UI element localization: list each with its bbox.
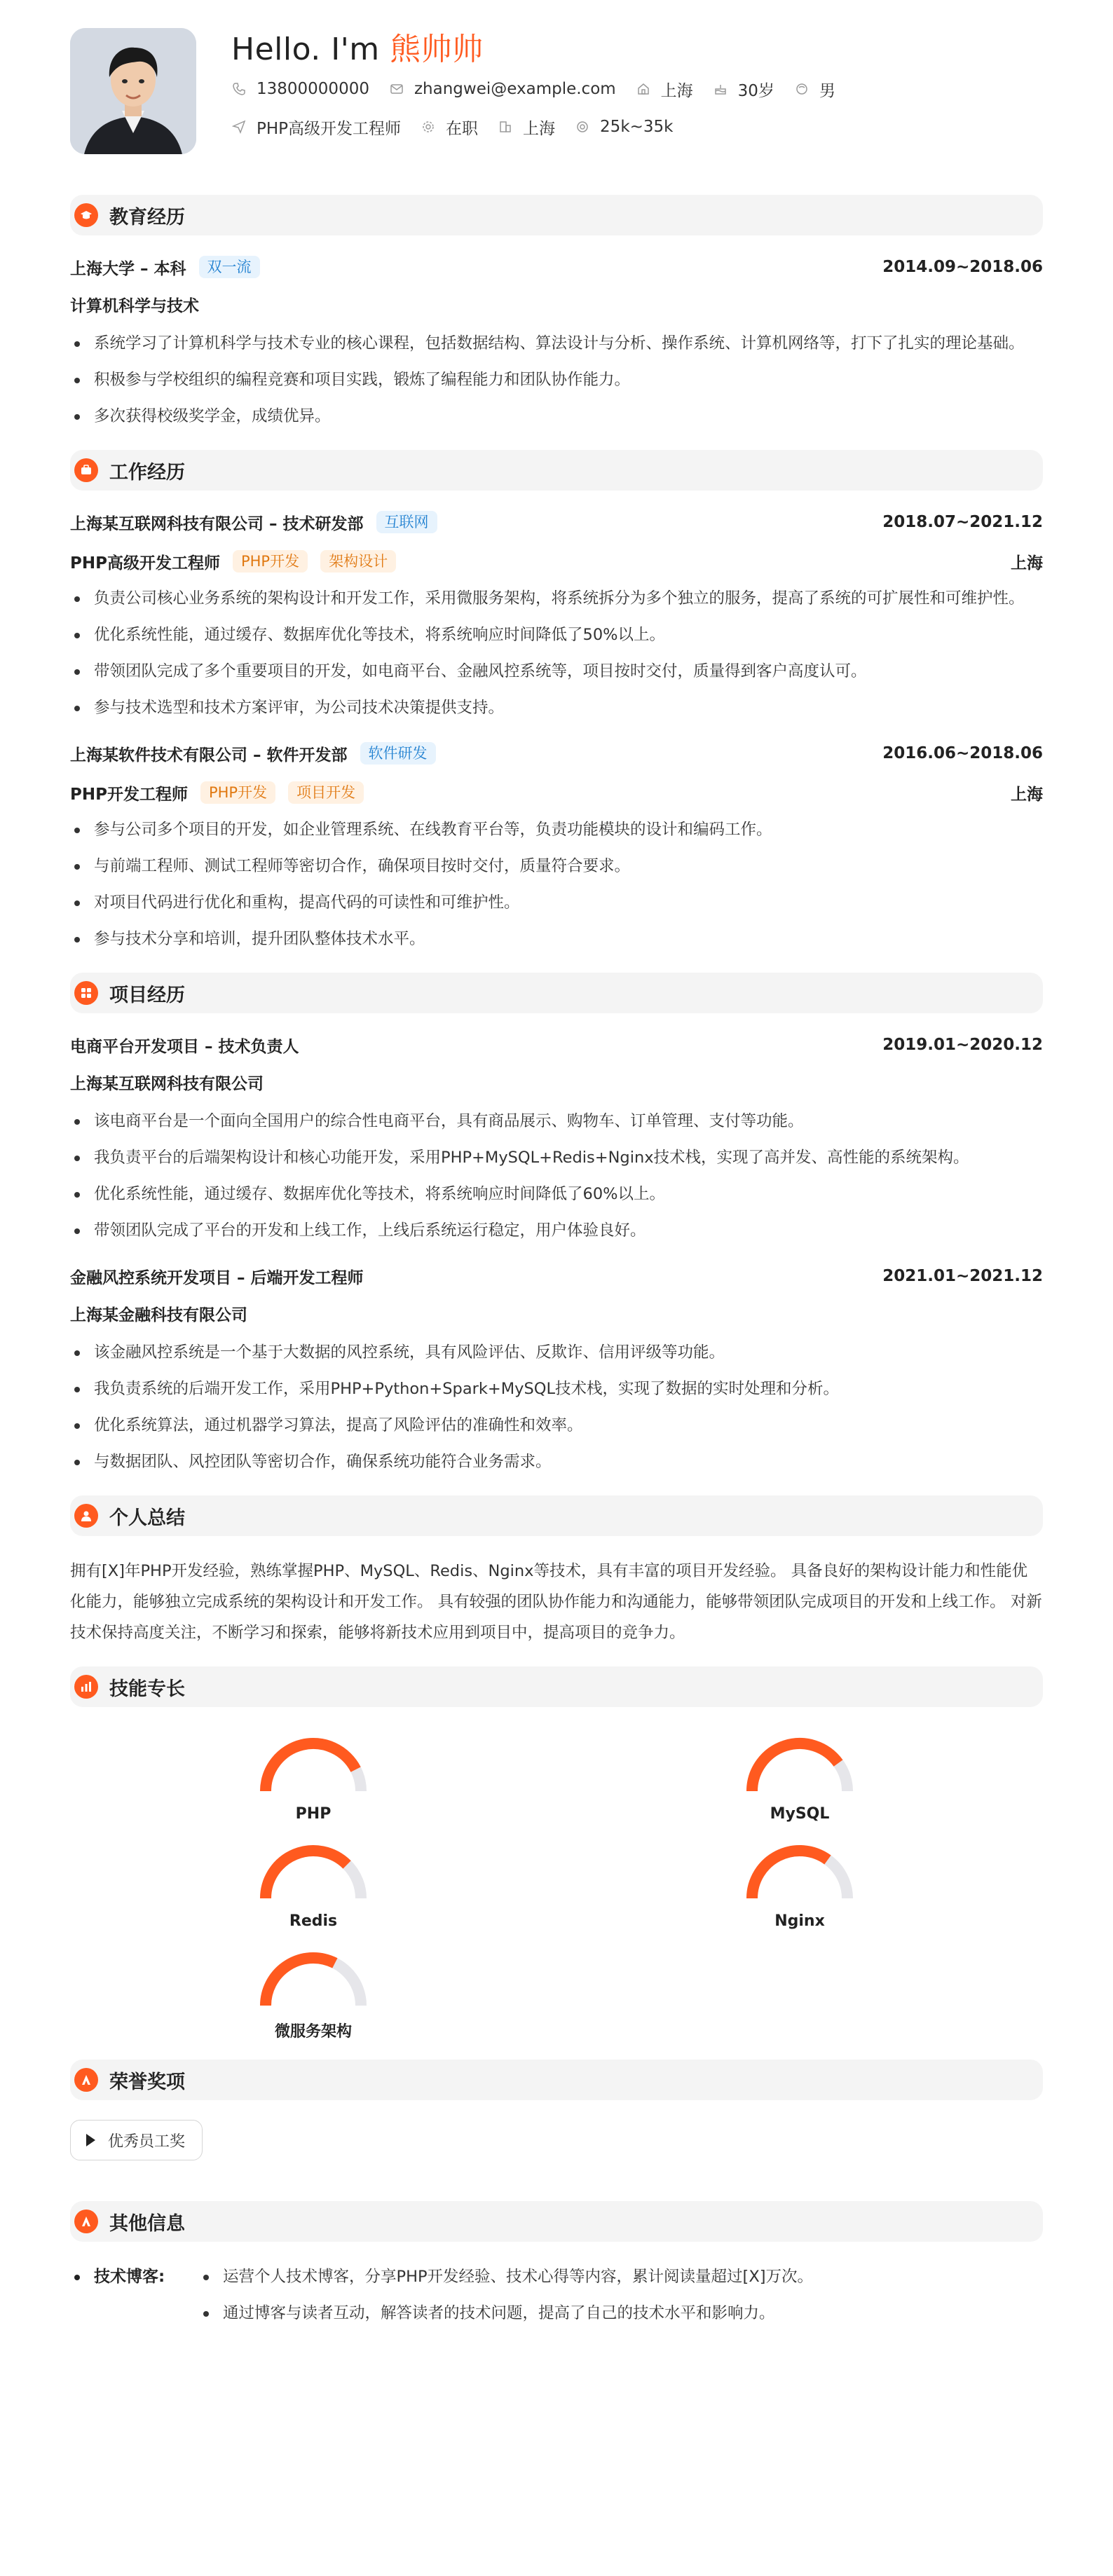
work-bullets [70,814,1043,954]
list-item: 通过博客与读者互动，解答读者的技术问题，提高了自己的技术水平和影响力。 [199,2298,1043,2329]
list-item: 我负责平台的后端架构设计和核心功能开发，采用PHP+MySQL+Redis+Nginx技术栈，实现了高并发、高性能的系统架构。 [70,1142,1043,1173]
skill-gauge [70,1838,556,1930]
avatar [70,28,196,154]
briefcase-icon [74,458,98,482]
skill-tag: PHP开发 [200,781,275,804]
section-title: 个人总结 [109,1507,185,1529]
job-item [231,116,401,139]
education-entry [70,255,1043,432]
user-icon [74,1504,98,1528]
skill-arc-fill [266,1851,347,1898]
education-section [70,195,1043,432]
project-company: 上海某金融科技有限公司 [70,1306,247,1324]
email-item [389,80,616,98]
send-icon [231,119,247,135]
industry-tag: 软件研发 [360,742,436,765]
list-item: 带领团队完成了平台的开发和上线工作，上线后系统运行稳定，用户体验良好。 [70,1215,1043,1246]
work-entry [70,510,1043,723]
list-item: 参与技术分享和培训，提升团队整体技术水平。 [70,924,1043,954]
work-entry [70,741,1043,954]
section-header [70,973,1043,1013]
entry-header [70,510,1043,534]
project-bullets [70,1106,1043,1246]
other-info [70,2261,1043,2334]
work-location: 上海 [1011,785,1043,804]
skill-tag: 架构设计 [320,550,396,573]
entry-date: 2016.06~2018.06 [882,744,1043,762]
profile-header [70,28,1043,154]
skills-section [70,1666,1043,2041]
skill-arc-fill [752,1851,828,1898]
skill-arc-fill [752,1743,838,1791]
school-tag: 双一流 [199,256,260,278]
company-name: 上海某软件技术有限公司 – 软件开发部 [70,746,348,765]
skill-arc-chart [254,1945,373,2010]
list-item: 积极参与学校组织的编程竞赛和项目实践，锻炼了编程能力和团队协作能力。 [70,364,1043,395]
position-title: PHP开发工程师 [70,785,188,804]
home-icon [636,81,651,97]
honors-section [70,2060,1043,2183]
gender-value: 男 [819,81,835,100]
section-title: 项目经历 [109,984,185,1006]
target-city-value: 上海 [523,119,556,138]
projects-section [70,973,1043,1477]
entry-header [70,255,1043,279]
position-row [70,781,1043,804]
graduation-icon [74,203,98,227]
section-header [70,195,1043,235]
gear-icon [421,119,436,135]
list-item: 参与技术选型和技术方案评审，为公司技术决策提供支持。 [70,692,1043,723]
list-item: 优化系统算法，通过机器学习算法，提高了风险评估的准确性和效率。 [70,1410,1043,1441]
coin-icon [575,119,590,135]
entry-date: 2018.07~2021.12 [882,513,1043,531]
entry-date: 2021.01~2021.12 [882,1267,1043,1285]
status-item [421,116,478,139]
list-item: 与数据团队、风控团队等密切合作，确保系统功能符合业务需求。 [70,1446,1043,1477]
skill-tag: PHP开发 [233,550,308,573]
status-value: 在职 [446,119,479,138]
entry-header [70,741,1043,765]
city-value: 上海 [660,81,693,100]
list-item: 系统学习了计算机科学与技术专业的核心课程，包括数据结构、算法设计与分析、操作系统、计算机网络等，打下了扎实的理论基础。 [70,328,1043,359]
project-name: 电商平台开发项目 – 技术负责人 [70,1037,299,1056]
skill-tag: 项目开发 [288,781,364,804]
summary-text: 拥有[X]年PHP开发经验，熟练掌握PHP、MySQL、Redis、Nginx等技术，具有丰富的项目开发经验。 具备良好的架构设计能力和性能优化能力，能够独立完成系统的架构设计和开发工作。 具有较强的团队协作能力和沟通能力，能够带领团队完成项目的开发和上线工作。 对新技术保持高度关注，不断学习和探索，能够将新技术应用到项目中，提高项目的竞争力。 [70,1562,1042,1642]
other-bullets [199,2261,1043,2334]
age-value: 30岁 [737,81,774,100]
skill-gauge [556,1838,1043,1930]
work-bullets [70,583,1043,723]
list-item: 该电商平台是一个面向全国用户的综合性电商平台，具有商品展示、购物车、订单管理、支付等功能。 [70,1106,1043,1137]
list-item: 负责公司核心业务系统的架构设计和开发工作，采用微服务架构，将系统拆分为多个独立的服务，提高了系统的可扩展性和可维护性。 [70,583,1043,614]
list-item: 我负责系统的后端开发工作，采用PHP+Python+Spark+MySQL技术栈，实现了数据的实时处理和分析。 [70,1373,1043,1404]
job-row [231,108,855,146]
skill-gauge [70,1731,556,1823]
chart-icon [74,1675,98,1699]
email-value: zhangwei@example.com [414,80,616,98]
list-item: 该金融风控系统是一个基于大数据的风控系统，具有风险评估、反欺诈、信用评级等功能。 [70,1337,1043,1368]
target-city-item [498,116,555,139]
skill-arc-chart [740,1838,859,1903]
project-name: 金融风控系统开发项目 – 后端开发工程师 [70,1268,364,1287]
work-location: 上海 [1011,554,1043,573]
section-header [70,450,1043,491]
skill-arc-fill [266,1743,356,1791]
entry-date: 2019.01~2020.12 [882,1036,1043,1054]
greeting [231,29,855,70]
list-item: 优化系统性能，通过缓存、数据库优化等技术，将系统响应时间降低了50%以上。 [70,619,1043,650]
school-name: 上海大学 – 本科 [70,259,186,278]
skill-label: MySQL [770,1805,830,1823]
building-icon [498,119,513,135]
skill-label: 微服务架构 [274,2023,352,2041]
candidate-name: 熊帅帅 [390,32,484,67]
company-name: 上海某互联网科技有限公司 – 技术研发部 [70,514,364,533]
phone-item [231,80,369,98]
skill-arc-chart [254,1731,373,1795]
section-title: 工作经历 [109,461,185,484]
project-company: 上海某互联网科技有限公司 [70,1075,264,1093]
section-title: 其他信息 [109,2212,185,2235]
phone-icon [231,81,247,97]
section-title: 荣誉奖项 [109,2071,185,2093]
profile-info [231,28,855,154]
award-icon [74,2210,98,2233]
salary-item [575,118,673,136]
section-header [70,2060,1043,2100]
industry-tag: 互联网 [376,511,437,533]
skill-gauge [70,1945,556,2041]
skill-arc-chart [254,1838,373,1903]
list-item: 多次获得校级奖学金，成绩优异。 [70,401,1043,432]
education-bullets [70,328,1043,432]
project-entry [70,1264,1043,1477]
phone-value: 13800000000 [257,80,369,98]
entry-header [70,1264,1043,1288]
project-icon [74,981,98,1005]
caret-right-icon [86,2134,95,2146]
contact-row [231,70,855,108]
list-item: 与前端工程师、测试工程师等密切合作，确保项目按时交付，质量符合要求。 [70,851,1043,882]
job-value: PHP高级开发工程师 [257,119,402,138]
greeting-prefix: Hello. I'm [231,32,390,67]
position-title: PHP高级开发工程师 [70,554,220,573]
city-item [636,78,693,101]
list-item: 对项目代码进行优化和重构，提高代码的可读性和可维护性。 [70,887,1043,918]
section-header [70,2201,1043,2242]
skill-arc-chart [740,1731,859,1795]
skill-label: PHP [295,1805,332,1823]
section-title: 技能专长 [109,1678,185,1700]
position-row [70,549,1043,573]
major: 计算机科学与技术 [70,297,199,315]
section-header [70,1495,1043,1536]
entry-date: 2014.09~2018.06 [882,258,1043,276]
cake-icon [713,81,728,97]
skill-arc-fill [266,1958,335,2006]
age-item [713,78,774,101]
salary-value: 25k~35k [600,118,674,136]
list-item: 优化系统性能，通过缓存、数据库优化等技术，将系统响应时间降低了60%以上。 [70,1179,1043,1210]
work-section [70,450,1043,954]
summary-section [70,1495,1043,1648]
award-label: 优秀员工奖 [108,2132,186,2151]
list-item: 运营个人技术博客，分享PHP开发经验、技术心得等内容，累计阅读量超过[X]万次。 [199,2261,1043,2292]
list-item: 参与公司多个项目的开发，如企业管理系统、在线教育平台等，负责功能模块的设计和编码工作。 [70,814,1043,845]
skill-gauge [556,1731,1043,1823]
mail-icon [389,81,404,97]
project-bullets [70,1337,1043,1477]
award-toggle-button[interactable] [70,2120,203,2160]
gender-item [794,78,835,101]
skill-label: Nginx [774,1912,825,1930]
gender-icon [794,81,810,97]
section-header [70,1666,1043,1707]
list-item: 带领团队完成了多个重要项目的开发，如电商平台、金融风控系统等，项目按时交付，质量得到客户高度认可。 [70,656,1043,687]
entry-header [70,1033,1043,1057]
other-section [70,2201,1043,2334]
other-key: 技术博客: [70,2261,199,2334]
award-icon [74,2068,98,2092]
skills-grid [70,1727,1043,2041]
project-entry [70,1033,1043,1246]
skill-label: Redis [289,1912,338,1930]
section-title: 教育经历 [109,206,185,228]
